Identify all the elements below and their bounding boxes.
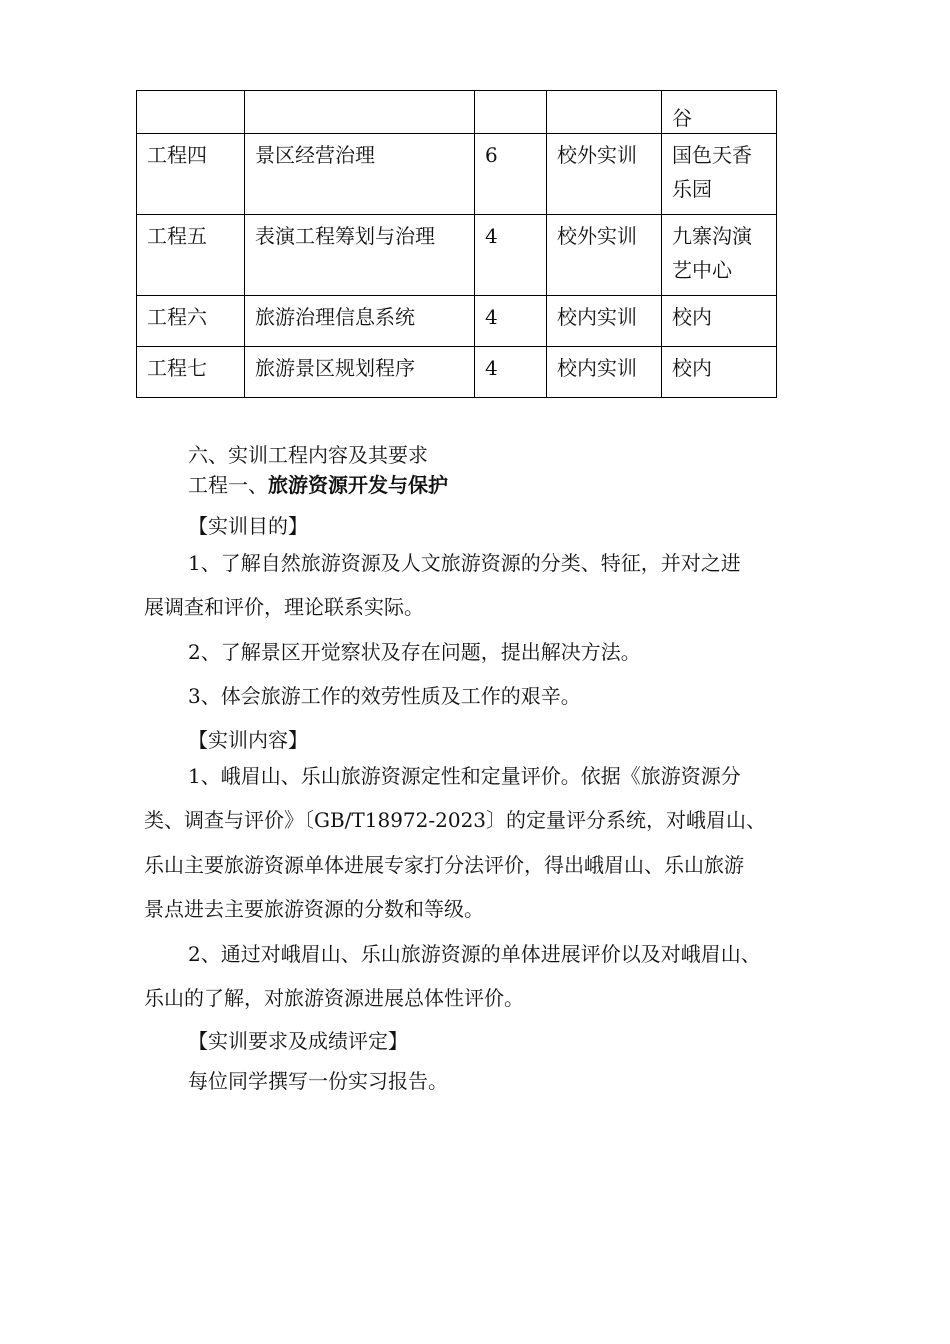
objective-item-1-line-1: 1、了解自然旅游资源及人文旅游资源的分类、特征，并对之进	[188, 551, 741, 575]
location-cell: 校内	[662, 296, 777, 347]
content-heading: 【实训内容】	[188, 728, 308, 752]
project-cell: 工程七	[137, 347, 245, 398]
project-name-cell: 表演工程筹划与治理	[245, 215, 475, 296]
training-project-table	[136, 90, 777, 398]
project-cell: 工程六	[137, 296, 245, 347]
table-row	[137, 296, 777, 347]
objective-item-1-line-2: 展调查和评价，理论联系实际。	[144, 595, 424, 619]
type-cell: 校内实训	[547, 347, 662, 398]
section-heading: 六、实训工程内容及其要求	[188, 443, 428, 467]
hours-cell: 4	[475, 215, 547, 296]
hours-cell: 4	[475, 296, 547, 347]
table-row	[137, 134, 777, 215]
objective-item-3: 3、体会旅游工作的效劳性质及工作的艰辛。	[188, 684, 581, 708]
content-item-1-line-4: 景点进去主要旅游资源的分数和等级。	[144, 897, 484, 921]
location-cell: 国色天香乐园	[662, 134, 777, 215]
hours-cell	[475, 91, 547, 134]
objective-item-2: 2、了解景区开觉察状及存在问题，提出解决方法。	[188, 640, 641, 664]
location-cell: 九寨沟演艺中心	[662, 215, 777, 296]
content-item-1-line-3: 乐山主要旅游资源单体进展专家打分法评价，得出峨眉山、乐山旅游	[144, 853, 744, 877]
project-name-cell	[245, 91, 475, 134]
location-cell: 谷	[662, 91, 777, 134]
requirement-heading: 【实训要求及成绩评定】	[188, 1029, 408, 1053]
content-item-2-line-2: 乐山的了解，对旅游资源进展总体性评价。	[144, 986, 524, 1010]
project-cell	[137, 91, 245, 134]
table-row	[137, 215, 777, 296]
hours-cell: 4	[475, 347, 547, 398]
project-name-cell: 旅游景区规划程序	[245, 347, 475, 398]
content-item-1-line-1: 1、峨眉山、乐山旅游资源定性和定量评价。依据《旅游资源分	[188, 764, 741, 788]
project-title-name: 旅游资源开发与保护	[268, 473, 448, 497]
project-cell: 工程五	[137, 215, 245, 296]
content-item-1-line-2: 类、调查与评价》〔GB/T18972-2023〕的定量评分系统，对峨眉山、	[144, 808, 767, 832]
content-item-2-line-1: 2、通过对峨眉山、乐山旅游资源的单体进展评价以及对峨眉山、	[188, 942, 761, 966]
project-cell: 工程四	[137, 134, 245, 215]
project-title-prefix: 工程一、	[188, 473, 268, 497]
project-title	[188, 471, 448, 499]
hours-cell: 6	[475, 134, 547, 215]
table-row	[137, 347, 777, 398]
objective-heading: 【实训目的】	[188, 514, 308, 538]
requirement-text: 每位同学撰写一份实习报告。	[188, 1069, 448, 1093]
project-name-cell: 旅游治理信息系统	[245, 296, 475, 347]
location-cell: 校内	[662, 347, 777, 398]
table-row	[137, 91, 777, 134]
type-cell: 校外实训	[547, 134, 662, 215]
project-name-cell: 景区经营治理	[245, 134, 475, 215]
type-cell: 校内实训	[547, 296, 662, 347]
type-cell	[547, 91, 662, 134]
type-cell: 校外实训	[547, 215, 662, 296]
